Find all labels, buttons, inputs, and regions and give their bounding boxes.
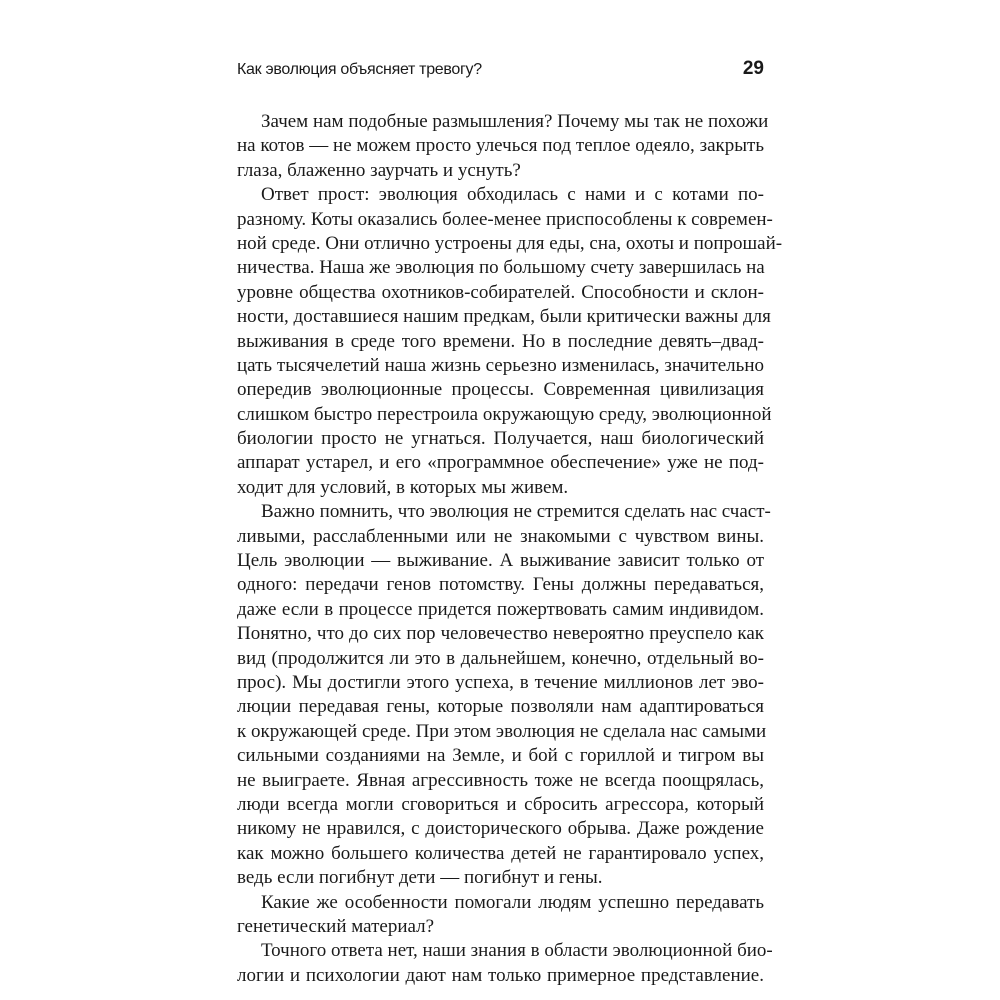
paragraph (237, 183, 783, 500)
text-line: глаза, блаженно заурчать и уснуть? (237, 159, 521, 181)
text-line: ной среде. Они отлично устроены для еды, сна, охоты и попрошай- (237, 232, 783, 254)
paragraph (237, 110, 769, 183)
running-head (237, 58, 764, 88)
paragraph (237, 939, 773, 988)
text-line: ведь если погибнут дети — погибнут и гены. (237, 867, 603, 889)
text-line: как можно большего количества детей не гарантировало успех, (237, 842, 764, 864)
text-line: прос). Мы достигли этого успеха, в течение миллионов лет эво- (237, 671, 764, 693)
text-line: к окружающей среде. При этом эволюция не сделала нас самыми (237, 720, 767, 742)
text-line: люции передавая гены, которые позволяли нам адаптироваться (237, 696, 764, 718)
text-line: Цель эволюции — выживание. А выживание зависит только от (237, 550, 764, 572)
paragraph (237, 500, 771, 890)
text-line: аппарат устарел, и его «программное обеспечение» уже не под- (237, 452, 764, 474)
text-line: не выиграете. Явная агрессивность тоже не всегда поощрялась, (237, 769, 764, 791)
text-line: уровне общества охотников-собирателей. Способности и склон- (237, 281, 764, 303)
text-line: никому не нравился, с доисторического обрыва. Даже рождение (237, 818, 764, 840)
text-line: опередив эволюционные процессы. Современная цивилизация (237, 379, 764, 401)
text-line: разному. Коты оказались более-менее приспособлены к современ- (237, 208, 773, 230)
text-line: Важно помнить, что эволюция не стремится сделать нас счаст- (261, 501, 771, 523)
text-line: Зачем нам подобные размышления? Почему мы так не похожи (261, 111, 769, 132)
text-line: слишком быстро перестроила окружающую среду, эволюционной (237, 403, 772, 425)
text-line: Какие же особенности помогали людям успешно передавать (261, 891, 764, 913)
text-line: выживания в среде того времени. Но в последние девять–двад- (237, 330, 764, 352)
text-line: Ответ прост: эволюция обходилась с нами и с котами по- (261, 184, 764, 206)
text-line: ничества. Наша же эволюция по большому счету завершилась на (237, 257, 765, 279)
text-line: люди всегда могли сговориться и сбросить агрессора, который (237, 793, 764, 815)
text-line: цать тысячелетий наша жизнь серьезно изменилась, значительно (237, 354, 764, 376)
text-line: одного: передачи генов потомству. Гены должны передаваться, (237, 574, 764, 596)
text-line: генетический материал? (237, 915, 435, 937)
paragraph (237, 891, 764, 940)
text-line: ливыми, расслабленными или не знакомыми с чувством вины. (237, 525, 764, 547)
text-line: Точного ответа нет, наши знания в области эволюционной био- (261, 940, 773, 962)
running-title: Как эволюция объясняет тревогу? (237, 61, 482, 78)
text-line: ности, доставшиеся нашим предкам, были критически важны для (237, 306, 771, 328)
text-line: ходит для условий, в которых мы живем. (237, 476, 569, 498)
page-number: 29 (742, 58, 764, 79)
body-text (237, 110, 783, 988)
text-line: даже если в процессе придется пожертвовать самим индивидом. (237, 598, 764, 620)
text-line: Понятно, что до сих пор человечество невероятно преуспело как (237, 623, 764, 645)
text-line: вид (продолжится ли это в дальнейшем, конечно, отдельный во- (237, 647, 764, 669)
text-line: сильными созданиями на Земле, и бой с гориллой и тигром вы (237, 745, 764, 767)
text-line: логии и психологии дают нам только примерное представление. (237, 964, 764, 986)
text-line: на котов — не можем просто улечься под теплое одеяло, закрыть (237, 135, 764, 157)
text-line: биологии просто не угнаться. Получается, наш биологический (237, 428, 764, 450)
